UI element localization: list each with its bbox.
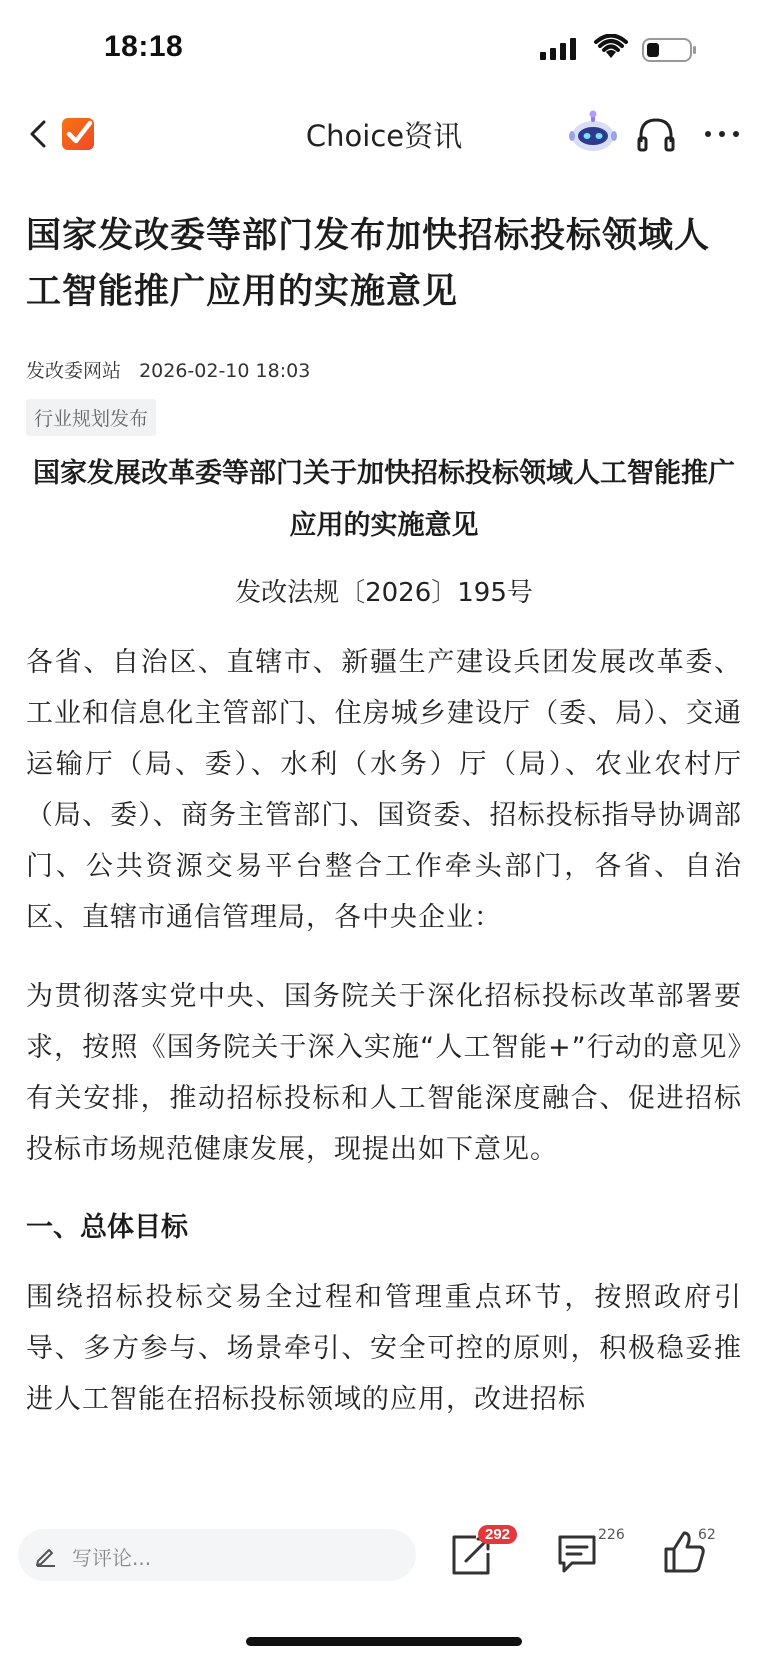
article [26, 208, 742, 1425]
nav-bar [0, 100, 768, 170]
cellular-signal-icon [540, 38, 580, 60]
wifi-icon [594, 34, 628, 60]
comment-input[interactable] [18, 1529, 416, 1581]
article-headline: 国家发改委等部门发布加快招标投标领域人工智能推广应用的实施意见 [26, 216, 711, 312]
more-icon[interactable] [700, 114, 744, 154]
headphone-icon[interactable] [636, 114, 676, 154]
article-meta [26, 356, 742, 383]
document-number: 发改法规〔2026〕195号 [235, 578, 533, 608]
comment-placeholder: 写评论... [72, 1546, 152, 1570]
like-count: 62 [698, 1527, 716, 1543]
nav-title: Choice资讯 [305, 119, 463, 153]
home-indicator[interactable] [246, 1637, 522, 1646]
battery-icon [642, 38, 698, 62]
status-bar [0, 0, 768, 100]
status-time: 18:18 [104, 30, 184, 63]
document-title: 国家发展改革委等部门关于加快招标投标领域人工智能推广应用的实施意见 [33, 458, 735, 541]
article-tag[interactable]: 行业规划发布 [26, 399, 156, 436]
comment-icon[interactable] [556, 1533, 598, 1575]
share-count-badge: 292 [478, 1525, 517, 1544]
article-paragraph: 各省、自治区、直辖市、新疆生产建设兵团发展改革委、工业和信息化主管部门、住房城乡建设厅（委、局）、交通运输厅（局、委）、水利（水务）厅（局）、农业农村厅（局、委）、商务主管部门、国资委、招标投标指导协调部门、公共资源交易平台整合工作牵头部门，各省、自治区、直辖市通信管理局，各中央企业： [26, 647, 742, 933]
article-source[interactable]: 发改委网站 [26, 360, 122, 382]
article-paragraph: 为贯彻落实党中央、国务院关于深化招标投标改革部署要求，按照《国务院关于深入实施“人工智能+”行动的意见》有关安排，推动招标投标和人工智能深度融合、促进招标投标市场规范健康发展，现提出如下意见。 [26, 981, 742, 1165]
article-paragraph: 围绕招标投标交易全过程和管理重点环节，按照政府引导、多方参与、场景牵引、安全可控的原则，积极稳妥推进人工智能在招标投标领域的应用，改进招标 [26, 1282, 742, 1415]
pen-icon [34, 1543, 58, 1567]
section-heading: 一、总体目标 [26, 1212, 188, 1243]
article-datetime: 2026-02-10 18:03 [139, 360, 311, 382]
bottom-action-bar [0, 1505, 768, 1665]
comment-count: 226 [598, 1527, 625, 1543]
ai-robot-icon[interactable] [568, 108, 618, 158]
